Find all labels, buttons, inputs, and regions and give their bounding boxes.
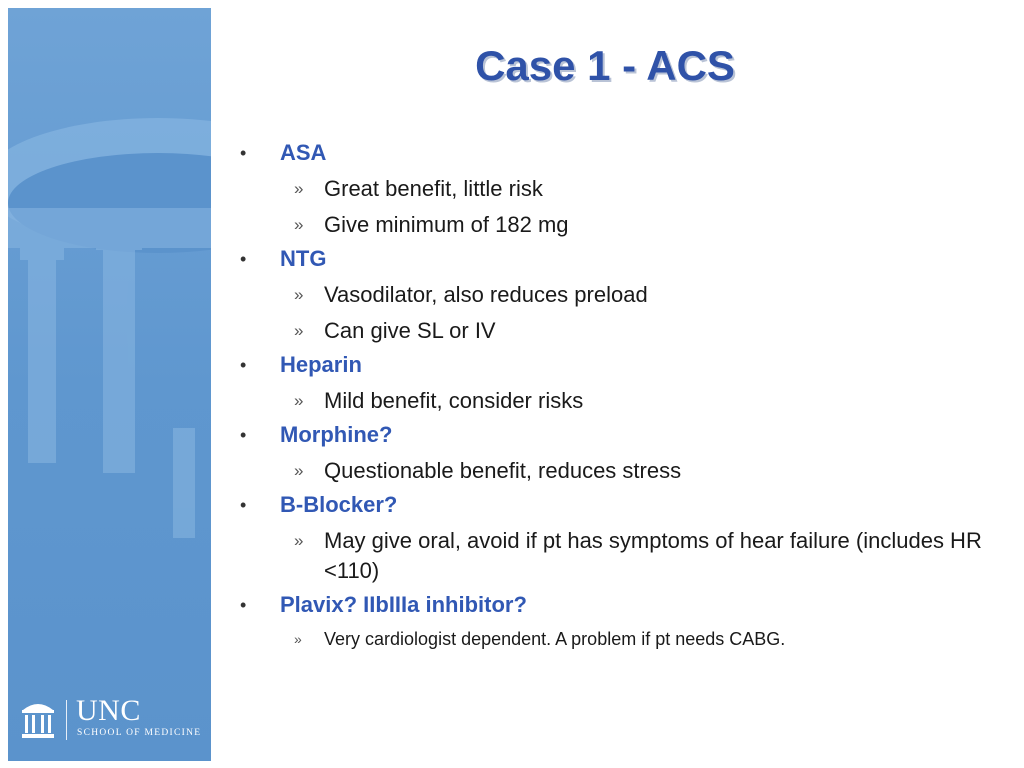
bullet-glyph: • (240, 249, 247, 269)
sub-bullet-text: Give minimum of 182 mg (324, 212, 569, 237)
slide-content (240, 134, 1000, 652)
old-well-icon (20, 698, 56, 740)
sub-bullet-item (240, 526, 1000, 586)
sidebar-panel (8, 8, 211, 761)
bullet-item (240, 350, 1000, 380)
sub-bullet-glyph: » (294, 391, 304, 410)
bullet-item (240, 244, 1000, 274)
sub-bullet-item (240, 386, 1000, 416)
sub-bullet-text: Very cardiologist dependent. A problem if pt needs CABG. (324, 629, 786, 649)
bullet-label: NTG (280, 246, 327, 271)
bullet-label: Morphine? (280, 422, 393, 447)
sub-bullet-text: Great benefit, little risk (324, 176, 543, 201)
bullet-glyph: • (240, 495, 247, 515)
sub-bullet-glyph: » (294, 631, 302, 647)
sub-bullet-text: Mild benefit, consider risks (324, 388, 584, 413)
sub-bullet-text: Vasodilator, also reduces preload (324, 282, 648, 307)
sub-bullet-item (240, 210, 1000, 240)
bullet-label: ASA (280, 140, 327, 165)
sub-bullet-item (240, 456, 1000, 486)
bullet-label: Plavix? IIbIIIa inhibitor? (280, 592, 527, 617)
sub-bullet-item (240, 280, 1000, 310)
sub-bullet-glyph: » (294, 285, 304, 304)
bullet-item (240, 420, 1000, 450)
old-well-watermark (8, 8, 211, 761)
sub-bullet-item (240, 174, 1000, 204)
bullet-item (240, 490, 1000, 520)
sub-bullet-item (240, 626, 1000, 652)
sub-bullet-text: Questionable benefit, reduces stress (324, 458, 682, 483)
sub-bullet-glyph: » (294, 321, 304, 340)
bullet-item (240, 590, 1000, 620)
sub-bullet-glyph: » (294, 461, 304, 480)
sub-bullet-text: May give oral, avoid if pt has symptoms of hear failure (includes HR <110) (324, 528, 982, 583)
sub-bullet-glyph: » (294, 531, 304, 550)
logo-subtitle: SCHOOL OF MEDICINE (77, 728, 202, 738)
sub-bullet-glyph: » (294, 179, 304, 198)
bullet-label: Heparin (280, 352, 362, 377)
bullet-glyph: • (240, 425, 247, 445)
sub-bullet-glyph: » (294, 215, 304, 234)
logo-divider (66, 700, 67, 740)
logo-wordmark: UNC (76, 694, 141, 727)
slide-title: Case 1 - ACS (475, 42, 735, 89)
unc-logo (16, 694, 211, 744)
bullet-item (240, 138, 1000, 168)
bullet-label: B-Blocker? (280, 492, 398, 517)
bullet-glyph: • (240, 595, 247, 615)
bullet-glyph: • (240, 355, 247, 375)
sub-bullet-text: Can give SL or IV (324, 318, 496, 343)
bullet-glyph: • (240, 143, 247, 163)
sub-bullet-item (240, 316, 1000, 346)
